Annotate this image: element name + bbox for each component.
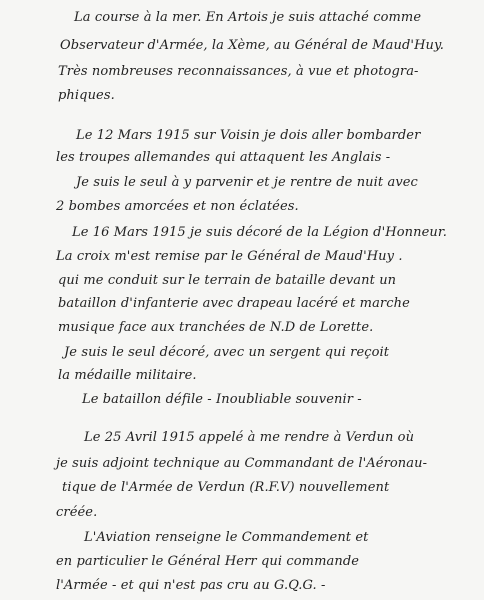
text-line: je suis adjoint technique au Commandant de l'Aéronau- (56, 456, 428, 471)
text-line: Très nombreuses reconnaissances, à vue et photogra- (58, 64, 419, 79)
text-line: La course à la mer. En Artois je suis attaché comme (74, 10, 422, 25)
text-line: musique face aux tranchées de N.D de Lorette. (58, 320, 374, 335)
text-line: Observateur d'Armée, la Xème, au Général de Maud'Huy. (60, 38, 444, 53)
text-line: en particulier le Général Herr qui commande (56, 554, 360, 569)
text-line: Le 25 Avril 1915 appelé à me rendre à Verdun où (84, 430, 415, 445)
text-line: 2 bombes amorcées et non éclatées. (56, 199, 299, 214)
text-line: Je suis le seul à y parvenir et je rentre de nuit avec (76, 175, 418, 190)
text-line: Je suis le seul décoré, avec un sergent qui reçoit (64, 345, 390, 360)
text-line: l'Armée - et qui n'est pas cru au G.Q.G. - (56, 578, 326, 593)
text-line: phiques. (58, 88, 115, 103)
text-line: Le 16 Mars 1915 je suis décoré de la Légion d'Honneur. (72, 225, 447, 240)
text-line: Le 12 Mars 1915 sur Voisin je dois aller bombarder (76, 128, 421, 143)
text-line: L'Aviation renseigne le Commandement et (84, 530, 369, 545)
text-line: bataillon d'infanterie avec drapeau lacéré et marche (58, 296, 410, 311)
text-line: la médaille militaire. (58, 368, 197, 383)
text-line: les troupes allemandes qui attaquent les Anglais - (56, 150, 391, 165)
text-line: Le bataillon défile - Inoubliable souvenir - (82, 392, 362, 407)
text-line: créée. (56, 505, 98, 520)
text-line: qui me conduit sur le terrain de bataille devant un (58, 273, 397, 288)
text-line: La croix m'est remise par le Général de Maud'Huy . (56, 249, 403, 264)
text-line: tique de l'Armée de Verdun (R.F.V) nouvellement (62, 480, 390, 495)
